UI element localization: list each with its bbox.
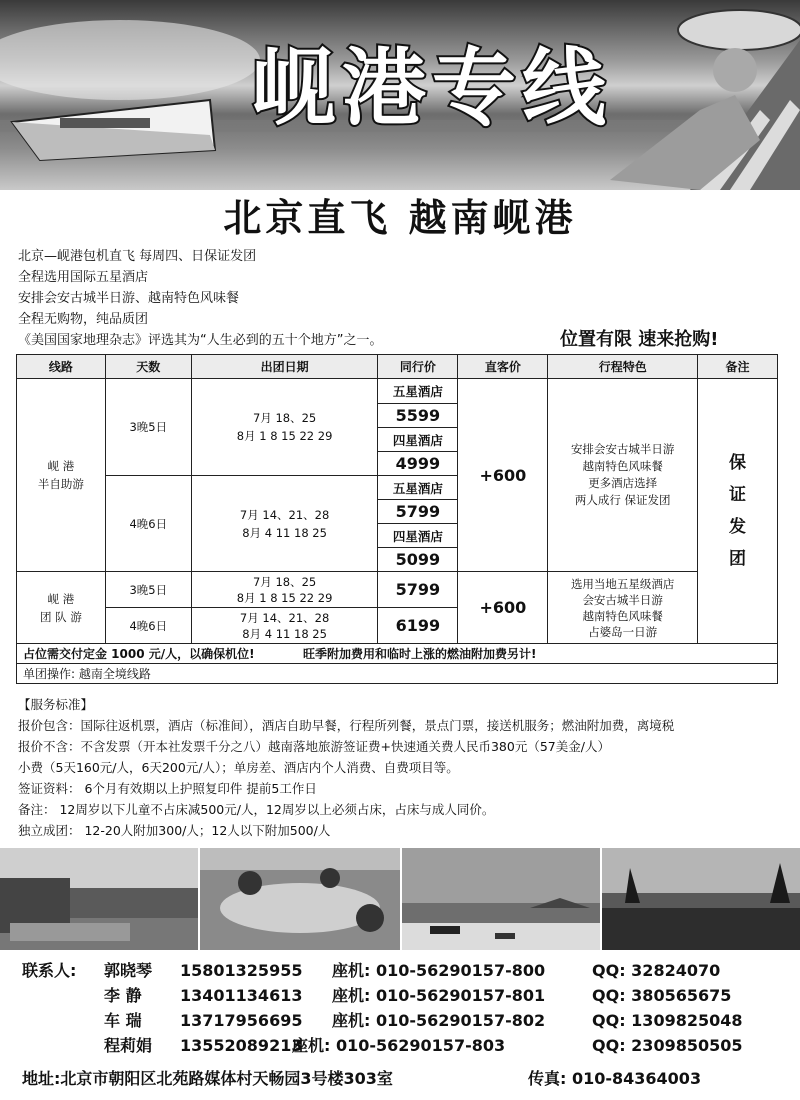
contact-row [22,983,800,1008]
pool-photo [602,848,800,950]
service-standards [18,694,798,841]
resort-aerial-photo [200,848,400,950]
price-value: 5099 [378,548,458,572]
contact-row [22,1008,800,1033]
service-line: 小费（5天160元/人，6天200元/人）；单房差、酒店内个人消费、自费项目等。 [18,760,459,775]
contact-mobile: 13717956695 [180,1011,303,1030]
contact-tel: 座机: 010-56290157-803 [292,1036,506,1055]
header-dates: 出团日期 [191,355,378,379]
contact-mobile: 15801325955 [180,961,303,980]
single-op-row: 单团操作: 越南全境线路 [17,664,778,684]
days-cell: 3晚5日 [105,379,191,476]
contact-tel: 座机: 010-56290157-802 [332,1011,546,1030]
contacts-label: 联系人: [22,961,77,980]
intro-list [18,246,578,351]
note-cell: 保 证 发 团 [698,379,778,644]
contact-name: 李 静 [104,986,142,1005]
direct-price: +600 [458,572,548,644]
intro-line: 《美国国家地理杂志》评选其为“人生必到的五十个地方”之一。 [18,333,383,348]
address: 地址:北京市朝阳区北苑路媒体村天畅园3号楼303室 [22,1069,393,1088]
hotel-photo [0,848,198,950]
price-value: 5799 [378,572,458,608]
features-cell: 安排会安古城半日游 越南特色风味餐 更多酒店选择 两人成行 保证发团 [548,379,698,572]
deposit-row [17,644,778,664]
contact-name: 程莉娟 [104,1036,153,1055]
contact-mobile: 13552089213 [180,1036,303,1055]
subtitle: 北京直飞 越南岘港 [223,195,577,240]
header-days: 天数 [105,355,191,379]
beach-photo [402,848,600,950]
intro-line: 全程选用国际五星酒店 [18,270,149,285]
service-line: 签证资料： 6个月有效期以上护照复印件 提前5工作日 [18,781,317,796]
price-value: 5799 [378,500,458,524]
table-header-row [17,355,778,379]
limited-seats-banner: 位置有限 速来抢购! [560,329,719,350]
route-semi-self: 岘 港 半自助游 [17,379,106,572]
service-line: 报价不含：不含发票（开本社发票千分之八）越南落地旅游签证费+快速通关费人民币380元（57美金/人） [18,739,610,754]
contact-qq: QQ: 1309825048 [592,1011,743,1030]
contact-mobile: 13401134613 [180,986,303,1005]
price-value: 5599 [378,404,458,428]
hotel-grade: 四星酒店 [378,524,458,548]
dates-cell: 7月 18、25 8月 1 8 15 22 29 [191,572,378,608]
hero-banner [0,0,800,190]
deposit-note: 占位需交付定金 1000 元/人，以确保机位! [23,647,255,661]
days-cell: 3晚5日 [105,572,191,608]
hotel-grade: 五星酒店 [378,379,458,404]
contact-row [22,958,800,983]
intro-line: 全程无购物，纯品质团 [18,312,149,327]
contact-tel: 座机: 010-56290157-800 [332,961,546,980]
price-value: 4999 [378,452,458,476]
hotel-grade: 四星酒店 [378,428,458,452]
surcharge-note: 旺季附加费用和临时上涨的燃油附加费另计! [303,647,537,661]
direct-price: +600 [458,379,548,572]
fax-number: 传真: 010-84364003 [528,1069,702,1088]
contact-row [22,1033,800,1058]
header-route: 线路 [17,355,106,379]
boat-image [12,100,215,160]
features-cell: 选用当地五星级酒店 会安古城半日游 越南特色风味餐 占婆岛一日游 [548,572,698,644]
dates-cell: 7月 14、21、28 8月 4 11 18 25 [191,608,378,644]
photo-strip [0,848,800,950]
contact-qq: QQ: 32824070 [592,961,721,980]
days-cell: 4晚6日 [105,608,191,644]
header-agent-price: 同行价 [378,355,458,379]
hotel-grade: 五星酒店 [378,476,458,500]
hero-title: 岘港专线 [251,39,612,137]
service-heading: 【服务标准】 [18,697,94,712]
contact-tel: 座机: 010-56290157-801 [332,986,546,1005]
service-line: 独立成团： 12-20人附加300/人；12人以下附加500/人 [18,823,331,838]
intro-line: 安排会安古城半日游、越南特色风味餐 [18,291,240,306]
service-line: 报价包含：国际往返机票，酒店（标准间），酒店自助早餐，行程所列餐，景点门票，接送机服务；燃油附加费，离境税 [18,718,675,733]
price-value: 6199 [378,608,458,644]
contact-qq: QQ: 2309850505 [592,1036,743,1055]
dates-cell: 7月 18、25 8月 1 8 15 22 29 [191,379,378,476]
contact-name: 车 瑞 [104,1011,142,1030]
contact-qq: QQ: 380565675 [592,986,732,1005]
contact-name: 郭晓琴 [104,961,153,980]
price-table [16,354,778,684]
days-cell: 4晚6日 [105,476,191,572]
service-line: 备注： 12周岁以下儿童不占床减500元/人，12周岁以上必须占床，占床与成人同价。 [18,802,495,817]
header-notes: 备注 [698,355,778,379]
dates-cell: 7月 14、21、28 8月 4 11 18 25 [191,476,378,572]
header-features: 行程特色 [548,355,698,379]
intro-line: 北京—岘港包机直飞 每周四、日保证发团 [18,249,257,264]
header-direct-price: 直客价 [458,355,548,379]
route-group-tour: 岘 港 团 队 游 [17,572,106,644]
contacts-section [22,958,800,1058]
